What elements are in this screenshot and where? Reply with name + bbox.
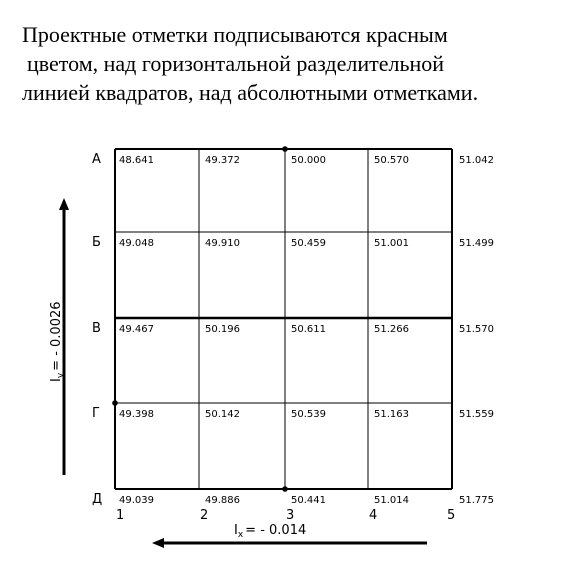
elevation-value: 49.910 [205,238,240,249]
elevation-value: 51.014 [374,495,409,506]
slope-x-symbol: I [234,523,238,538]
point-marker [112,400,118,406]
row-label: Д [92,492,103,507]
slope-y-subscript: y [56,372,66,379]
elevation-value: 49.048 [119,238,154,249]
elevation-value: 51.559 [459,409,494,420]
elevation-value: 49.398 [119,409,154,420]
title-line-2: цветом, над горизонтальной разделительной [27,51,445,76]
elevation-value: 49.039 [119,495,154,506]
slope-y-value: = - 0.0026 [49,301,64,371]
elevation-value: 51.266 [374,324,409,335]
elevation-value: 50.196 [205,324,240,335]
elevation-value: 49.372 [205,155,240,166]
row-label: А [92,152,101,167]
slope-x-label [234,523,306,540]
elevation-labels [119,155,494,506]
slope-x-arrow [152,538,427,548]
grid-lines [115,149,452,489]
elevation-value: 51.001 [374,238,409,249]
elevation-value: 51.570 [459,324,494,335]
title-line-1: Проектные отметки подписываются красным [22,22,448,47]
elevation-value: 51.042 [459,155,494,166]
column-label: 5 [447,508,456,523]
slope-x-value: = - 0.014 [245,523,307,538]
row-labels [92,152,102,507]
point-marker [282,486,288,492]
slope-y-symbol: I [49,378,64,382]
slope-y-label [49,301,66,382]
elevation-value: 50.611 [291,324,326,335]
row-label: В [92,321,101,336]
title-line-3: линией квадратов, над абсолютными отметками. [22,80,479,105]
elevation-value: 51.163 [374,409,409,420]
elevation-value: 50.142 [205,409,240,420]
elevation-value: 51.499 [459,238,494,249]
elevation-value: 51.775 [459,495,494,506]
row-label: Б [92,235,101,250]
elevation-value: 50.000 [291,155,326,166]
column-labels [116,508,455,523]
elevation-value: 50.441 [291,495,326,506]
slope-x-subscript: x [237,530,244,540]
elevation-value: 49.886 [205,495,240,506]
row-label: Г [92,406,100,421]
elevation-value: 50.570 [374,155,409,166]
column-label: 2 [200,508,209,523]
elevation-value: 48.641 [119,155,154,166]
elevation-value: 50.539 [291,409,326,420]
elevation-value: 49.467 [119,324,154,335]
column-label: 3 [286,508,295,523]
column-label: 4 [369,508,378,523]
point-marker [282,146,288,152]
column-label: 1 [116,508,125,523]
elevation-value: 50.459 [291,238,326,249]
